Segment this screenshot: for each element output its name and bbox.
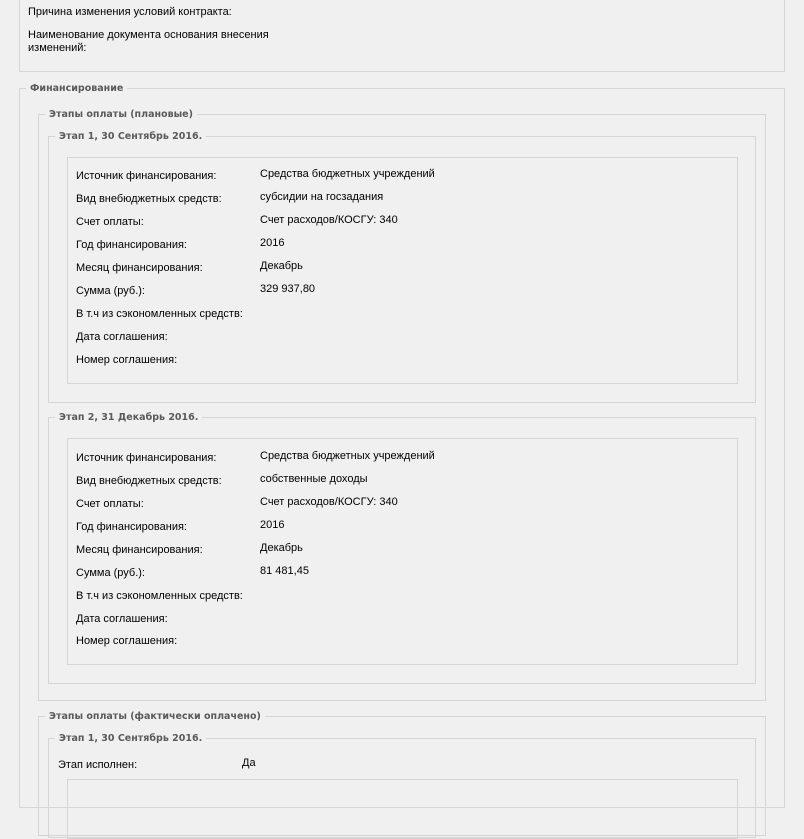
actual-stages-legend: Этапы оплаты (фактически оплачено) bbox=[45, 711, 265, 722]
planned-stages-legend: Этапы оплаты (плановые) bbox=[45, 109, 197, 120]
stage-1-account-value: Счет расходов/КОСГУ: 340 bbox=[260, 214, 398, 226]
financing-section bbox=[19, 83, 785, 808]
change-doc-name-label-line1: Наименование документа основания внесения bbox=[28, 29, 269, 41]
actual-stage-1-details bbox=[67, 779, 738, 839]
contract-change-section bbox=[19, 0, 785, 72]
actual-stage-1-legend: Этап 1, 30 Сентябрь 2016. bbox=[55, 733, 206, 744]
actual-stage-1-done-label: Этап исполнен: bbox=[58, 759, 138, 771]
stage-1-fund-type-value: субсидии на госзадания bbox=[260, 191, 384, 203]
stage-2-fund-type-label: Вид внебюджетных средств: bbox=[76, 475, 222, 487]
planned-stage-1-legend: Этап 1, 30 Сентябрь 2016. bbox=[55, 131, 206, 142]
planned-stage-1 bbox=[48, 131, 756, 403]
stage-2-account-value: Счет расходов/КОСГУ: 340 bbox=[260, 496, 398, 508]
stage-2-agreement-date-label: Дата соглашения: bbox=[76, 613, 168, 625]
stage-1-savings-label: В т.ч из сэкономленных средств: bbox=[76, 308, 243, 320]
planned-stages-group bbox=[38, 109, 766, 701]
stage-1-agreement-number-label: Номер соглашения: bbox=[76, 354, 178, 366]
stage-2-savings-label: В т.ч из сэкономленных средств: bbox=[76, 590, 243, 602]
stage-2-month-label: Месяц финансирования: bbox=[76, 544, 203, 556]
stage-1-year-value: 2016 bbox=[260, 237, 285, 249]
stage-1-month-value: Декабрь bbox=[260, 260, 303, 272]
stage-2-sum-value: 81 481,45 bbox=[260, 565, 309, 577]
stage-2-account-label: Счет оплаты: bbox=[76, 498, 144, 510]
stage-2-year-label: Год финансирования: bbox=[76, 521, 187, 533]
stage-1-source-label: Источник финансирования: bbox=[76, 170, 217, 182]
stage-2-fund-type-value: собственные доходы bbox=[260, 473, 368, 485]
actual-stage-1-done-value: Да bbox=[242, 757, 256, 769]
stage-2-sum-label: Сумма (руб.): bbox=[76, 567, 145, 579]
stage-1-fund-type-label: Вид внебюджетных средств: bbox=[76, 193, 222, 205]
stage-1-account-label: Счет оплаты: bbox=[76, 216, 144, 228]
stage-2-month-value: Декабрь bbox=[260, 542, 303, 554]
actual-stages-group bbox=[38, 711, 766, 836]
planned-stage-2 bbox=[48, 412, 756, 684]
stage-2-agreement-number-label: Номер соглашения: bbox=[76, 635, 178, 647]
planned-stage-1-details bbox=[67, 157, 738, 384]
change-doc-name-label-line2: изменений: bbox=[28, 42, 87, 54]
stage-1-agreement-date-label: Дата соглашения: bbox=[76, 331, 168, 343]
planned-stage-2-legend: Этап 2, 31 Декабрь 2016. bbox=[55, 412, 202, 423]
stage-1-year-label: Год финансирования: bbox=[76, 239, 187, 251]
change-reason-label: Причина изменения условий контракта: bbox=[28, 6, 232, 18]
stage-1-source-value: Средства бюджетных учреждений bbox=[260, 168, 435, 180]
planned-stage-2-details bbox=[67, 438, 738, 665]
stage-1-month-label: Месяц финансирования: bbox=[76, 262, 203, 274]
stage-2-source-label: Источник финансирования: bbox=[76, 452, 217, 464]
stage-2-source-value: Средства бюджетных учреждений bbox=[260, 450, 435, 462]
financing-legend: Финансирование bbox=[26, 83, 127, 94]
stage-1-sum-label: Сумма (руб.): bbox=[76, 285, 145, 297]
actual-stage-1 bbox=[48, 733, 756, 838]
stage-2-year-value: 2016 bbox=[260, 519, 285, 531]
stage-1-sum-value: 329 937,80 bbox=[260, 283, 316, 295]
